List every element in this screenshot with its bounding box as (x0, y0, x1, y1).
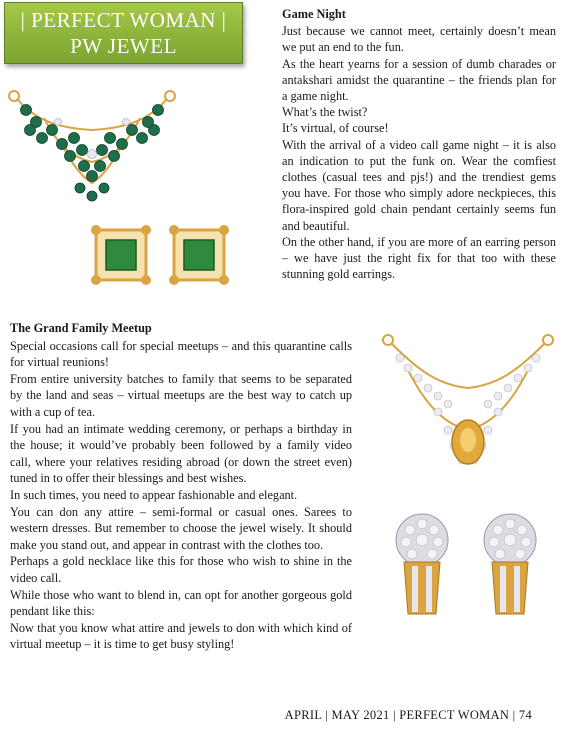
family-meetup-paragraph: You can don any attire – semi-formal or casual ones. Sarees to western dresses. But remember to choose the jewel wisely. It should make you stand out, and appear in contrast with the clothes too. (10, 504, 352, 552)
family-meetup-article (10, 320, 352, 653)
family-meetup-paragraph: Now that you know what attire and jewels to don with which kind of virtual meetup – it is time to get busy styling! (10, 620, 352, 652)
family-meetup-paragraph: In such times, you need to appear fashionable and elegant. (10, 487, 298, 502)
game-night-paragraph: With the arrival of a video call game night – it is also an indication to put the funk on. Wear the comfiest clothes (casual tees and pjs!) and the trendiest gems you have. For those who simply adore neckpieces, this flora-inspired gold chain pendant certainly seems fun and beautiful. (282, 137, 556, 233)
family-meetup-paragraph: If you had an intimate wedding ceremony, or perhaps a birthday in the house; it would’ve probably been followed by a family video call, where your relatives residing abroad (or down the street even) tuned in to offer their blessings and best wishes. (10, 421, 352, 486)
diamond-gold-pendant-image (378, 330, 558, 480)
family-meetup-heading: The Grand Family Meetup (10, 321, 152, 335)
banner-line-2: PW JEWEL (70, 34, 177, 58)
game-night-heading: Game Night (282, 7, 346, 21)
section-banner (4, 2, 243, 64)
game-night-paragraph: On the other hand, if you are more of an earring person – we have just the right fix for that too with these stunning gold earrings. (282, 234, 556, 282)
family-meetup-paragraph: From entire university batches to family that seems to be separated by the land and seas – virtual meetups are the best way to catch up with a cup of tea. (10, 371, 352, 419)
game-night-paragraph: It’s virtual, of course! (282, 121, 389, 136)
game-night-paragraph: What’s the twist? (282, 105, 368, 120)
family-meetup-paragraph: Perhaps a gold necklace like this for those who wish to shine in the video call. (10, 554, 352, 585)
game-night-article (282, 6, 556, 282)
family-meetup-paragraph: While those who want to blend in, can opt for another gorgeous gold pendant like this: (10, 587, 352, 619)
emerald-earrings-image (88, 222, 238, 288)
banner-line-1: | PERFECT WOMAN | (20, 8, 227, 32)
page-footer: APRIL | MAY 2021 | PERFECT WOMAN | 74 (284, 708, 532, 722)
emerald-necklace-pendant-image (4, 88, 180, 206)
game-night-paragraph: Just because we cannot meet, certainly doesn’t mean we put an end to the fun. (282, 24, 556, 55)
game-night-paragraph: As the heart yearns for a session of dumb charades or antakshari amidst the quarantine – the friends plan for a game night. (282, 56, 556, 104)
family-meetup-paragraph: Special occasions call for special meetups – and this quarantine calls for virtual reunions! (10, 338, 352, 370)
diamond-cluster-earrings-image (386, 510, 550, 622)
